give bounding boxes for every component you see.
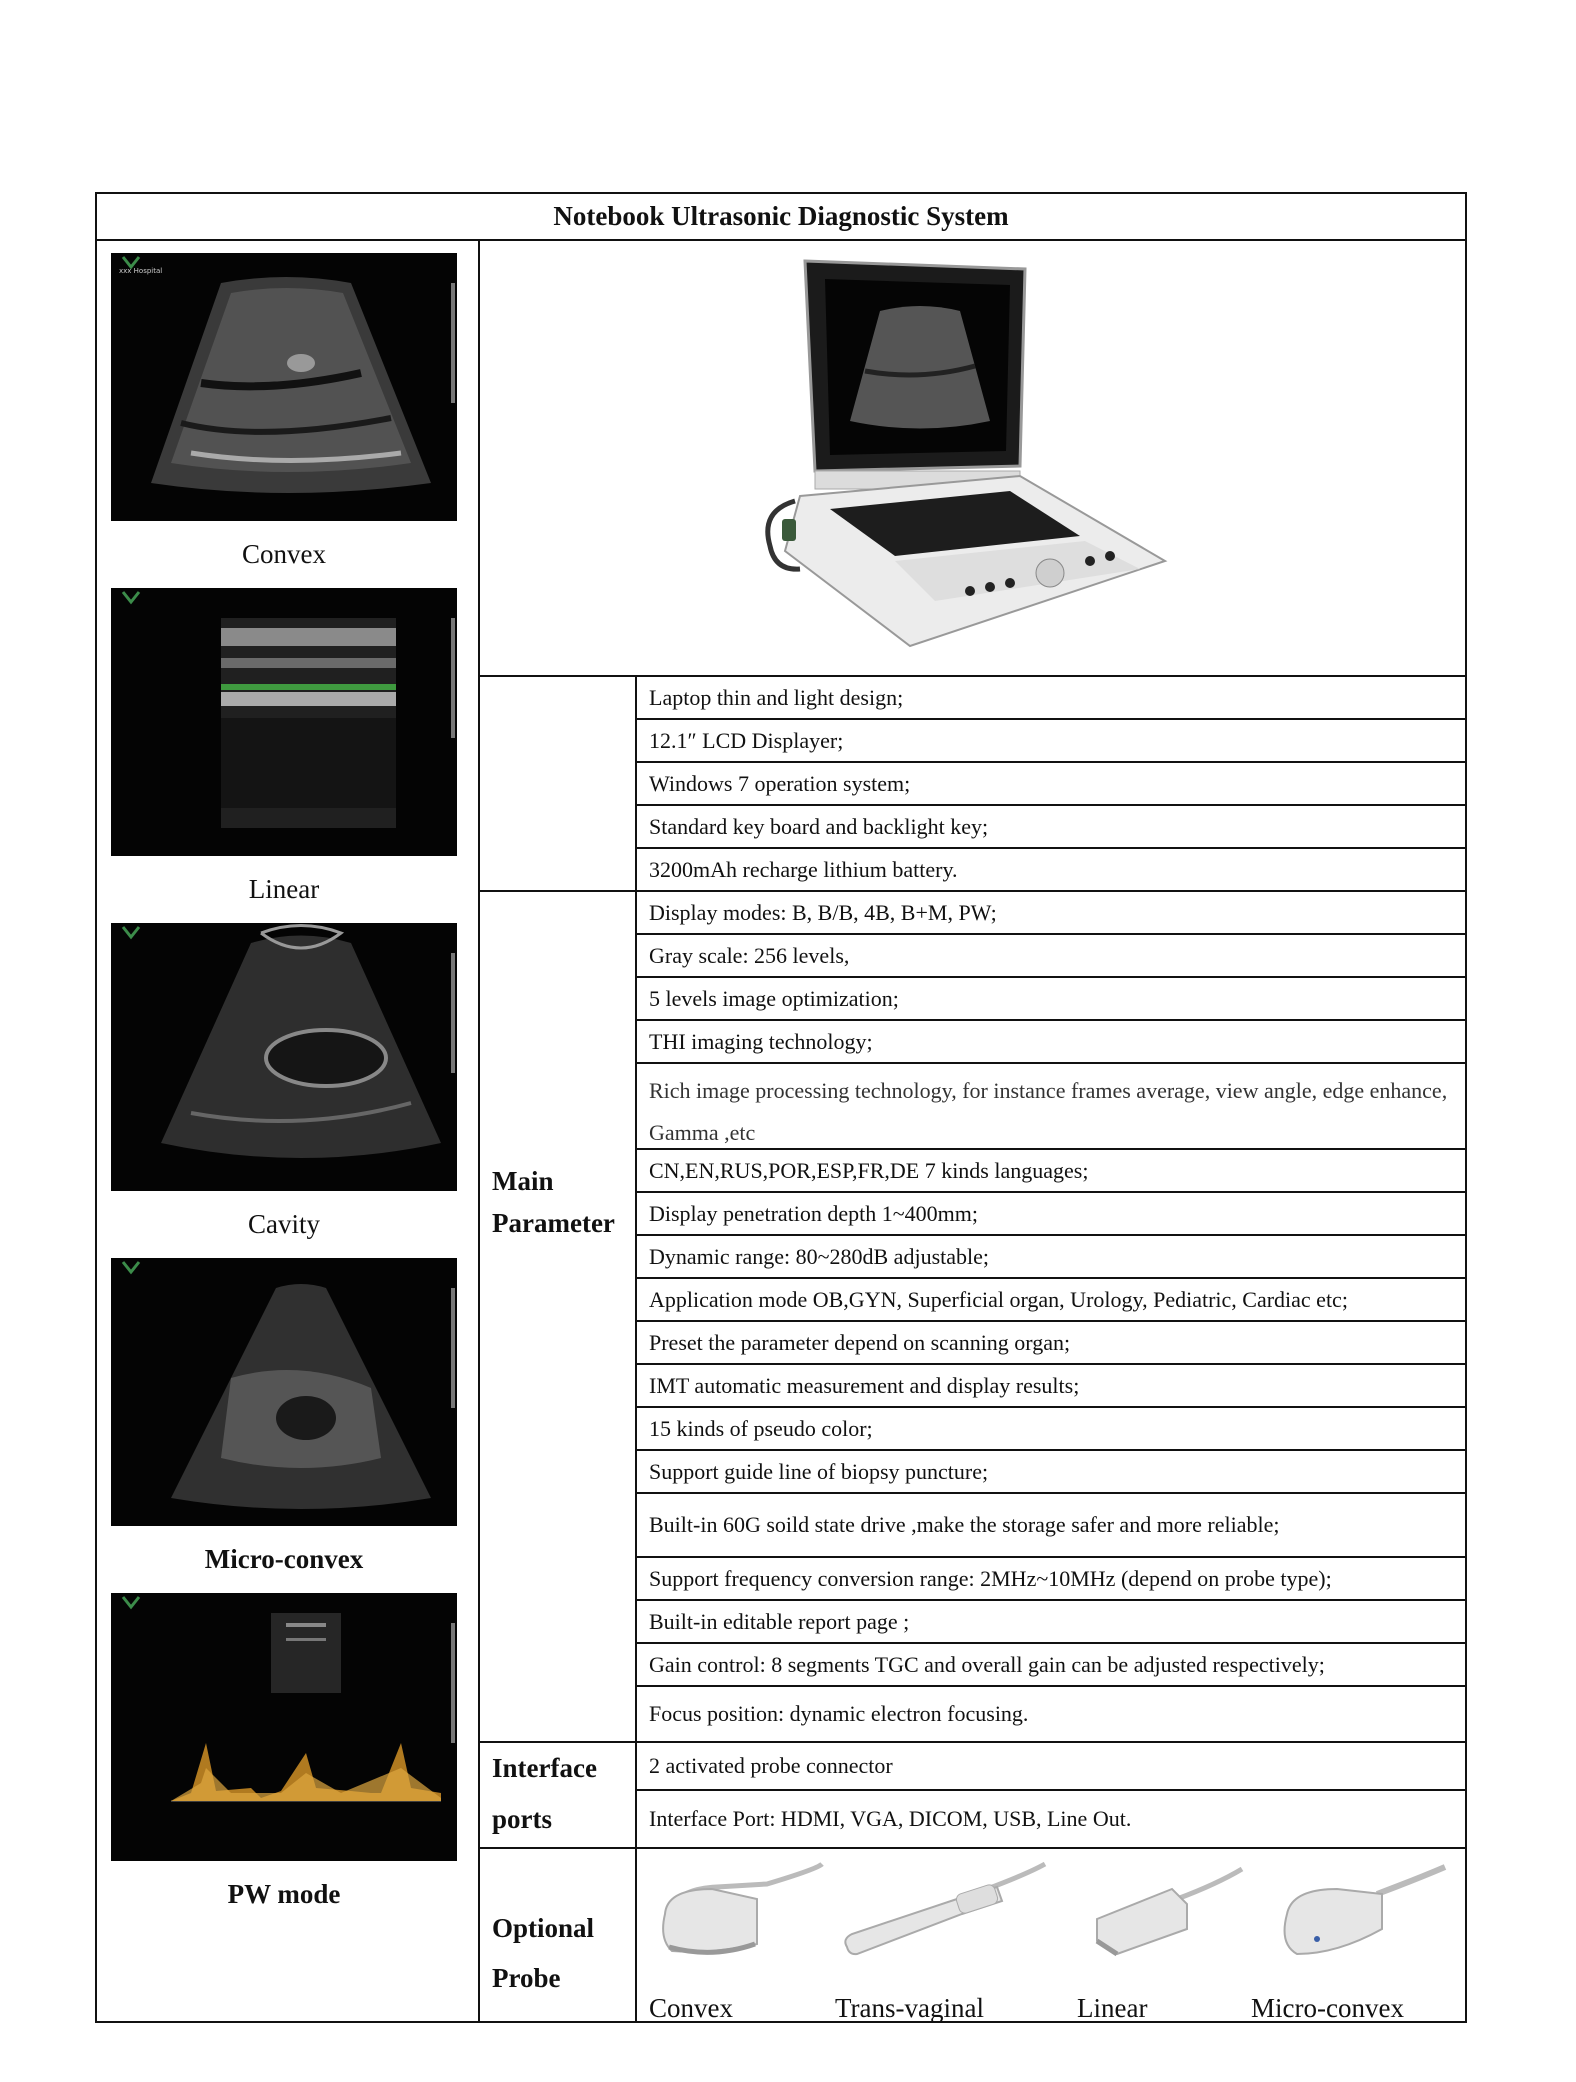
list-item: Dynamic range: 80~280dB adjustable; bbox=[637, 1236, 1465, 1279]
design-label-cell bbox=[480, 677, 637, 892]
list-item: CN,EN,RUS,POR,ESP,FR,DE 7 kinds languages; bbox=[637, 1150, 1465, 1193]
micro-convex-image-block bbox=[111, 1258, 457, 1574]
list-item: Standard key board and backlight key; bbox=[637, 806, 1465, 849]
list-item: Display penetration depth 1~400mm; bbox=[637, 1193, 1465, 1236]
probe-label-linear: Linear bbox=[1077, 1993, 1148, 2023]
main-parameter-label-line1: Main bbox=[492, 1166, 554, 1196]
list-item: Built-in editable report page ; bbox=[637, 1601, 1465, 1644]
main-parameter-label-cell bbox=[480, 892, 637, 1743]
svg-text:xxx Hospital: xxx Hospital bbox=[119, 267, 163, 275]
list-item: 15 kinds of pseudo color; bbox=[637, 1408, 1465, 1451]
list-item: IMT automatic measurement and display results; bbox=[637, 1365, 1465, 1408]
linear-image-block bbox=[111, 588, 457, 904]
interface-label-line2: ports bbox=[492, 1804, 552, 1834]
list-item: Gray scale: 256 levels, bbox=[637, 935, 1465, 978]
cavity-ultrasound-image bbox=[111, 923, 457, 1191]
convex-ultrasound-image bbox=[111, 253, 457, 521]
list-item: Built-in 60G soild state drive ,make the storage safer and more reliable; bbox=[637, 1494, 1465, 1558]
list-item: Interface Port: HDMI, VGA, DICOM, USB, Line Out. bbox=[637, 1791, 1465, 1849]
list-item: Focus position: dynamic electron focusing. bbox=[637, 1687, 1465, 1743]
spec-right-area bbox=[480, 241, 1465, 2021]
list-item: THI imaging technology; bbox=[637, 1021, 1465, 1064]
optional-probe-label-line1: Optional bbox=[492, 1913, 595, 1943]
ultrasound-gallery bbox=[97, 241, 480, 2021]
micro-convex-ultrasound-image bbox=[111, 1258, 457, 1526]
cavity-caption: Cavity bbox=[248, 1209, 320, 1239]
interface-label-cell bbox=[480, 1743, 637, 1849]
optional-probe-label-cell bbox=[480, 1849, 637, 2021]
spec-table bbox=[95, 192, 1467, 2023]
linear-probe-image bbox=[1077, 1859, 1247, 1969]
device-photo bbox=[480, 241, 1465, 677]
main-parameter-label-line2: Parameter bbox=[492, 1208, 615, 1238]
pw-mode-caption: PW mode bbox=[227, 1879, 341, 1909]
probe-label-trans-vaginal: Trans-vaginal bbox=[835, 1993, 984, 2023]
cavity-image-block bbox=[111, 923, 457, 1239]
list-item: Rich image processing technology, for instance frames average, view angle, edge enhance, Gamma ,etc bbox=[637, 1064, 1465, 1150]
list-item: 12.1″ LCD Displayer; bbox=[637, 720, 1465, 763]
list-item: Windows 7 operation system; bbox=[637, 763, 1465, 806]
micro-convex-caption: Micro-convex bbox=[204, 1544, 364, 1574]
laptop-ultrasound-illustration bbox=[720, 251, 1170, 661]
convex-image-block bbox=[111, 253, 457, 569]
list-item: Display modes: B, B/B, 4B, B+M, PW; bbox=[637, 892, 1465, 935]
convex-caption: Convex bbox=[242, 539, 326, 569]
pw-mode-image-block bbox=[111, 1593, 457, 1909]
micro-convex-probe-image bbox=[1267, 1859, 1447, 1969]
pw-mode-ultrasound-image bbox=[111, 1593, 457, 1861]
list-item: 3200mAh recharge lithium battery. bbox=[637, 849, 1465, 892]
list-item: Preset the parameter depend on scanning organ; bbox=[637, 1322, 1465, 1365]
list-item: Application mode OB,GYN, Superficial organ, Urology, Pediatric, Cardiac etc; bbox=[637, 1279, 1465, 1322]
list-item: Support guide line of biopsy puncture; bbox=[637, 1451, 1465, 1494]
table-title: Notebook Ultrasonic Diagnostic System bbox=[97, 194, 1465, 241]
trans-vaginal-probe-image bbox=[837, 1859, 1047, 1969]
convex-probe-image bbox=[657, 1859, 827, 1969]
probe-label-micro-convex: Micro-convex bbox=[1251, 1993, 1404, 2023]
optional-probe-gallery bbox=[637, 1849, 1465, 2021]
optional-probe-label-line2: Probe bbox=[492, 1963, 561, 1993]
probe-label-convex: Convex bbox=[649, 1993, 733, 2023]
linear-ultrasound-image bbox=[111, 588, 457, 856]
list-item: Support frequency conversion range: 2MHz~10MHz (depend on probe type); bbox=[637, 1558, 1465, 1601]
linear-caption: Linear bbox=[248, 874, 320, 904]
list-item: Laptop thin and light design; bbox=[637, 677, 1465, 720]
list-item: Gain control: 8 segments TGC and overall gain can be adjusted respectively; bbox=[637, 1644, 1465, 1687]
interface-label-line1: Interface bbox=[492, 1753, 597, 1783]
list-item: 2 activated probe connector bbox=[637, 1743, 1465, 1791]
list-item: 5 levels image optimization; bbox=[637, 978, 1465, 1021]
